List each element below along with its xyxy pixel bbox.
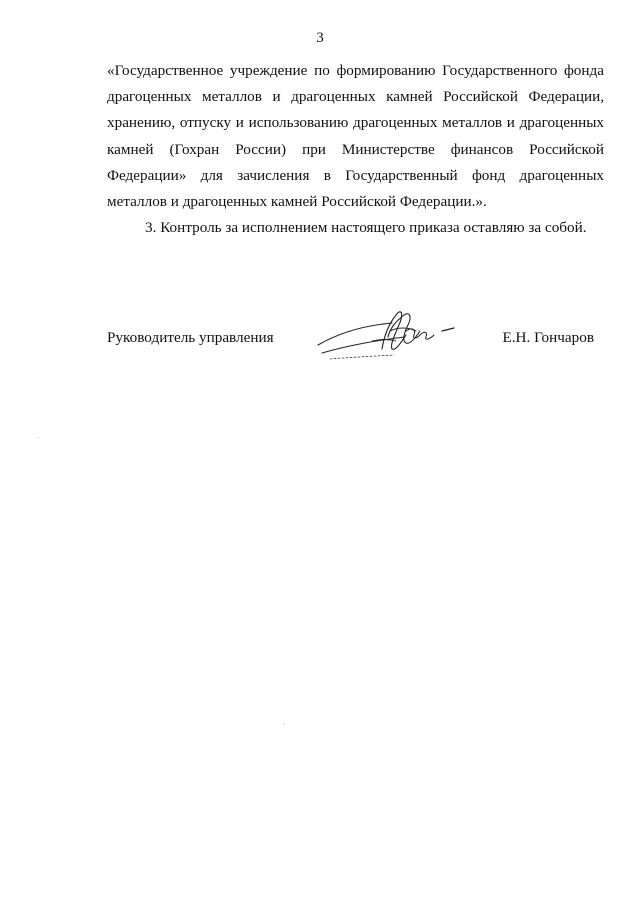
handwritten-signature-icon bbox=[312, 301, 462, 365]
signature-block bbox=[107, 318, 604, 368]
scan-speck bbox=[283, 724, 284, 725]
paragraph-gokhran: «Государственное учреждение по формированию Государственного фонда драгоценных металлов и драгоценных камней Российской Федерации, хранению, отпуску и использованию драгоценных металлов и драгоценных камней (Гохран России) при Министерстве финансов Российской Федерации» для зачисления в Государственный фонд драгоценных металлов и драгоценных камней Российской Федерации.». bbox=[107, 62, 604, 211]
signer-title: Руководитель управления bbox=[107, 329, 274, 346]
page-number: 3 bbox=[316, 30, 324, 46]
document-body bbox=[107, 58, 604, 241]
paragraph-control: 3. Контроль за исполнением настоящего приказа оставляю за собой. bbox=[145, 219, 587, 237]
scan-speck bbox=[38, 437, 39, 438]
signer-name: Е.Н. Гончаров bbox=[502, 329, 594, 346]
